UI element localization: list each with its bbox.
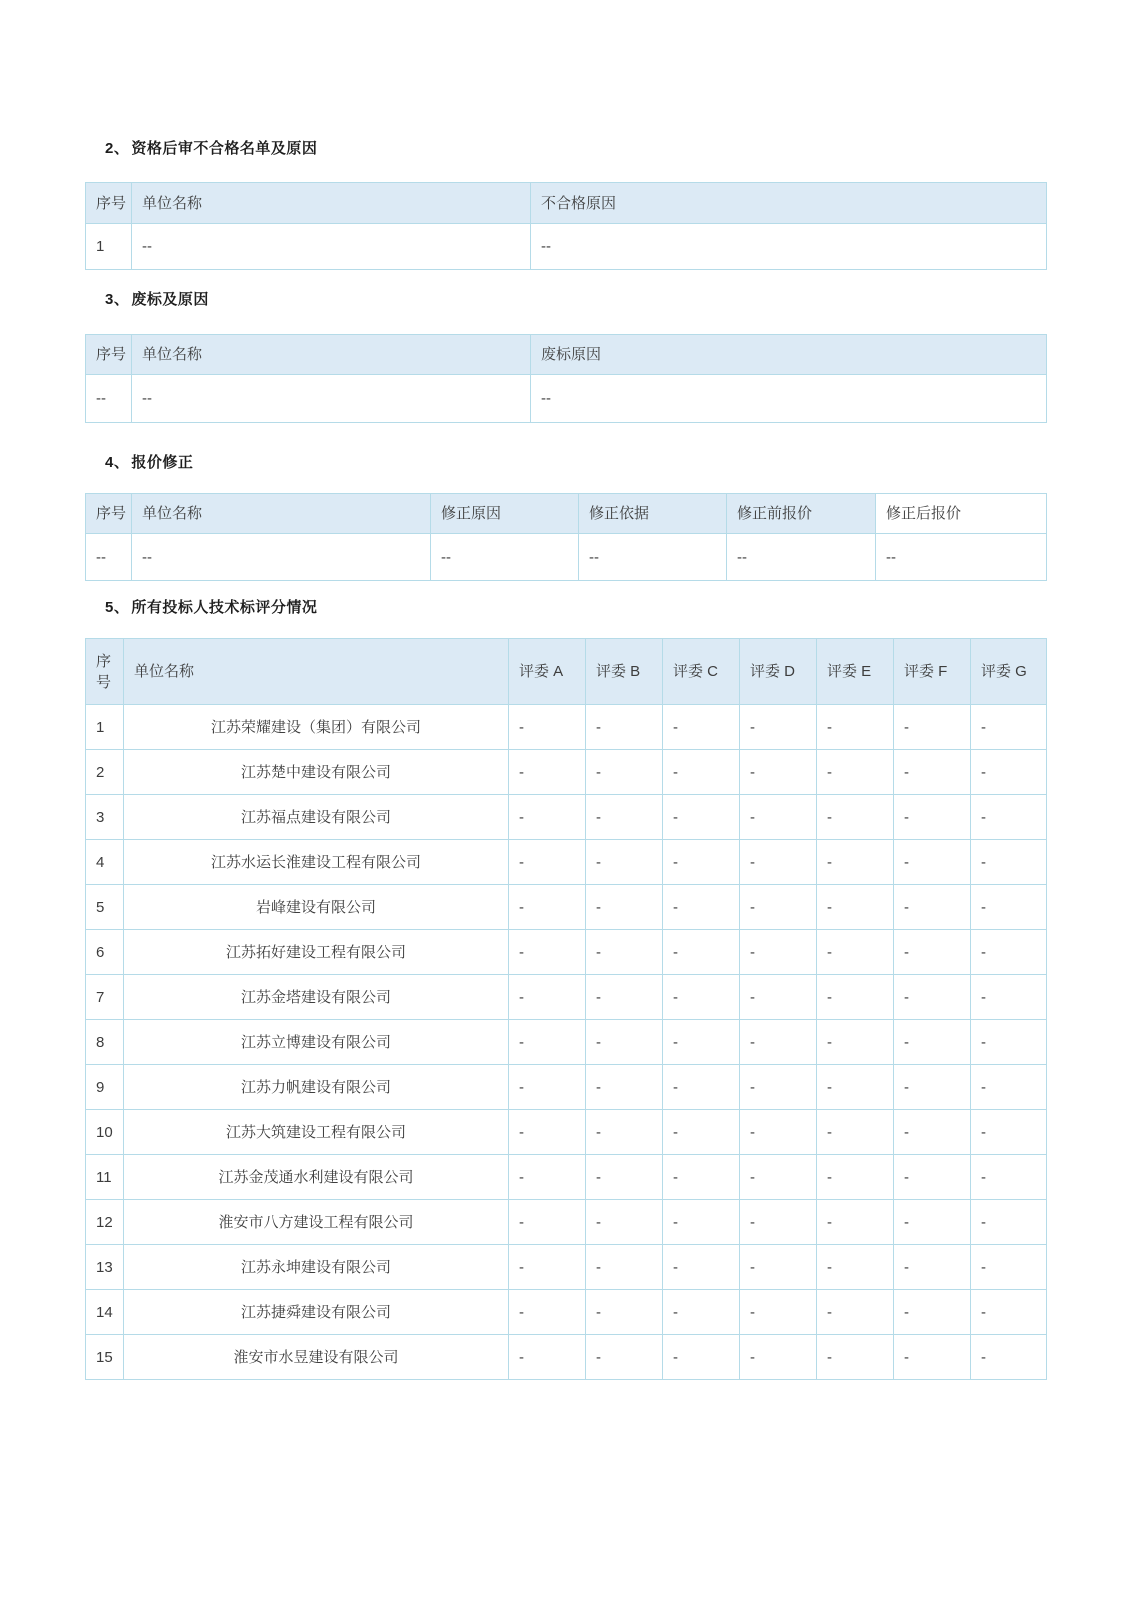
table-cell: - [817, 930, 894, 975]
table-cell: - [894, 1200, 971, 1245]
table-cell: - [509, 885, 586, 930]
table-row [86, 1110, 1047, 1155]
table-cell: - [586, 750, 663, 795]
table-cell: 岩峰建设有限公司 [124, 885, 509, 930]
table-cell: - [740, 930, 817, 975]
table-cell: 江苏福点建设有限公司 [124, 795, 509, 840]
table-cell: - [586, 1155, 663, 1200]
column-header: 单位名称 [132, 494, 431, 534]
table-cell: - [663, 795, 740, 840]
table-cell: - [740, 1200, 817, 1245]
table-row [86, 795, 1047, 840]
table-cell: - [509, 1290, 586, 1335]
table-cell: - [817, 1155, 894, 1200]
table-cell: - [894, 1245, 971, 1290]
table-cell: - [586, 930, 663, 975]
technical-scores-table [85, 638, 1046, 1380]
table-row [86, 375, 1047, 423]
table-cell: - [663, 1335, 740, 1380]
column-header: 修正前报价 [727, 494, 876, 534]
table-row [86, 534, 1047, 581]
table-cell: -- [727, 534, 876, 581]
table-cell: - [740, 840, 817, 885]
section-title: 所有投标人技术标评分情况 [131, 599, 318, 616]
section-title: 废标及原因 [131, 291, 209, 308]
column-header: 评委 E [817, 639, 894, 705]
table-cell: - [663, 750, 740, 795]
table-cell: -- [132, 534, 431, 581]
column-header: 修正依据 [579, 494, 727, 534]
table-cell: - [509, 1110, 586, 1155]
table-cell: 11 [86, 1155, 124, 1200]
table-row [86, 750, 1047, 795]
table-cell: - [971, 1200, 1047, 1245]
column-header: 评委 G [971, 639, 1047, 705]
table-cell: - [509, 795, 586, 840]
column-header: 评委 F [894, 639, 971, 705]
table-cell: -- [132, 375, 531, 423]
table-header-row [86, 183, 1047, 224]
table-cell: 江苏大筑建设工程有限公司 [124, 1110, 509, 1155]
table-cell: 10 [86, 1110, 124, 1155]
table-cell: -- [579, 534, 727, 581]
table-cell: - [663, 930, 740, 975]
table-cell: - [509, 1335, 586, 1380]
column-header: 修正原因 [431, 494, 579, 534]
table-cell: - [971, 795, 1047, 840]
table-cell: 江苏捷舜建设有限公司 [124, 1290, 509, 1335]
table-cell: - [740, 1290, 817, 1335]
table-cell: - [894, 750, 971, 795]
table-cell: -- [531, 224, 1047, 270]
data-table [85, 334, 1047, 423]
table-row [86, 1335, 1047, 1380]
section-number: 4、 [105, 454, 130, 471]
table-row [86, 1290, 1047, 1335]
column-header: 评委 C [663, 639, 740, 705]
table-cell: - [817, 750, 894, 795]
table-cell: 江苏金塔建设有限公司 [124, 975, 509, 1020]
table-cell: -- [86, 534, 132, 581]
table-cell: - [509, 840, 586, 885]
table-cell: - [971, 1335, 1047, 1380]
table-cell: - [663, 705, 740, 750]
table-cell: - [971, 1155, 1047, 1200]
section-number: 5、 [105, 599, 130, 616]
table-cell: 9 [86, 1065, 124, 1110]
table-cell: - [894, 1110, 971, 1155]
table-cell: - [894, 1020, 971, 1065]
column-header: 序号 [86, 494, 132, 534]
table-cell: 淮安市八方建设工程有限公司 [124, 1200, 509, 1245]
table-cell: - [740, 750, 817, 795]
table-cell: - [586, 840, 663, 885]
table-row [86, 975, 1047, 1020]
table-row [86, 930, 1047, 975]
table-cell: - [740, 885, 817, 930]
column-header: 修正后报价 [876, 494, 1047, 534]
table-cell: - [971, 840, 1047, 885]
table-cell: - [663, 840, 740, 885]
column-header: 评委 D [740, 639, 817, 705]
table-cell: - [586, 1065, 663, 1110]
table-cell: - [817, 885, 894, 930]
table-cell: - [971, 975, 1047, 1020]
table-cell: - [509, 975, 586, 1020]
table-cell: - [817, 975, 894, 1020]
table-cell: - [971, 1020, 1047, 1065]
table-header-row [86, 494, 1047, 534]
qualification-fail-table [85, 182, 1046, 270]
table-row [86, 1200, 1047, 1245]
table-cell: 5 [86, 885, 124, 930]
table-row [86, 705, 1047, 750]
table-cell: - [586, 975, 663, 1020]
table-cell: - [663, 1290, 740, 1335]
table-cell: - [971, 705, 1047, 750]
table-cell: 4 [86, 840, 124, 885]
table-cell: - [817, 1290, 894, 1335]
table-cell: 6 [86, 930, 124, 975]
table-cell: - [894, 795, 971, 840]
table-cell: - [586, 885, 663, 930]
table-cell: - [586, 705, 663, 750]
table-cell: - [663, 1155, 740, 1200]
table-cell: - [817, 1020, 894, 1065]
section-number: 2、 [105, 140, 130, 157]
table-cell: - [971, 750, 1047, 795]
table-header-row [86, 335, 1047, 375]
table-cell: - [586, 1200, 663, 1245]
section-heading-price-correction [105, 453, 1046, 473]
column-header: 废标原因 [531, 335, 1047, 375]
section-heading-technical-scores [105, 598, 1046, 618]
table-cell: - [971, 1110, 1047, 1155]
table-row [86, 1020, 1047, 1065]
table-cell: -- [132, 224, 531, 270]
table-cell: - [894, 930, 971, 975]
table-cell: - [971, 1065, 1047, 1110]
table-cell: 1 [86, 705, 124, 750]
table-cell: - [740, 975, 817, 1020]
table-cell: - [817, 1110, 894, 1155]
column-header: 单位名称 [132, 335, 531, 375]
data-table [85, 182, 1047, 270]
table-cell: - [740, 1110, 817, 1155]
table-cell: 15 [86, 1335, 124, 1380]
table-cell: - [740, 795, 817, 840]
column-header: 评委 A [509, 639, 586, 705]
table-row [86, 1155, 1047, 1200]
table-cell: -- [531, 375, 1047, 423]
table-cell: 7 [86, 975, 124, 1020]
table-cell: - [817, 795, 894, 840]
table-cell: - [586, 795, 663, 840]
table-cell: - [509, 705, 586, 750]
column-header: 单位名称 [124, 639, 509, 705]
table-cell: 淮安市水昱建设有限公司 [124, 1335, 509, 1380]
table-cell: - [894, 1335, 971, 1380]
table-row [86, 1245, 1047, 1290]
table-cell: - [894, 1065, 971, 1110]
table-cell: - [817, 1065, 894, 1110]
price-correction-table [85, 493, 1046, 581]
table-cell: - [586, 1245, 663, 1290]
table-cell: - [509, 1245, 586, 1290]
table-cell: 13 [86, 1245, 124, 1290]
table-cell: - [740, 1335, 817, 1380]
column-header: 序号 [86, 335, 132, 375]
table-cell: - [663, 1020, 740, 1065]
table-cell: -- [431, 534, 579, 581]
table-cell: - [586, 1335, 663, 1380]
table-cell: - [894, 705, 971, 750]
table-cell: - [663, 885, 740, 930]
column-header: 序号 [86, 639, 124, 705]
section-number: 3、 [105, 291, 130, 308]
table-cell: - [740, 705, 817, 750]
table-cell: -- [86, 375, 132, 423]
table-cell: 14 [86, 1290, 124, 1335]
table-row [86, 1065, 1047, 1110]
table-cell: - [663, 1245, 740, 1290]
invalid-bids-table [85, 334, 1046, 423]
table-cell: 江苏拓好建设工程有限公司 [124, 930, 509, 975]
column-header: 不合格原因 [531, 183, 1047, 224]
section-heading-invalid-bids [105, 290, 1046, 310]
table-cell: - [663, 1110, 740, 1155]
table-header-row [86, 639, 1047, 705]
table-cell: -- [876, 534, 1047, 581]
data-table [85, 638, 1047, 1380]
table-cell: - [663, 1200, 740, 1245]
table-row [86, 885, 1047, 930]
section-heading-qualification-fail [105, 139, 1046, 159]
table-cell: - [663, 1065, 740, 1110]
column-header: 单位名称 [132, 183, 531, 224]
table-cell: - [971, 1290, 1047, 1335]
table-cell: - [894, 885, 971, 930]
table-cell: - [740, 1155, 817, 1200]
table-cell: 8 [86, 1020, 124, 1065]
table-cell: - [509, 1065, 586, 1110]
table-cell: 江苏荣耀建设（集团）有限公司 [124, 705, 509, 750]
table-cell: - [586, 1110, 663, 1155]
table-cell: - [817, 1335, 894, 1380]
table-cell: 12 [86, 1200, 124, 1245]
table-cell: - [894, 840, 971, 885]
table-row [86, 224, 1047, 270]
table-cell: 1 [86, 224, 132, 270]
table-cell: 江苏金茂通水利建设有限公司 [124, 1155, 509, 1200]
table-cell: - [509, 1155, 586, 1200]
table-cell: - [586, 1020, 663, 1065]
table-cell: - [817, 840, 894, 885]
table-cell: 江苏力帆建设有限公司 [124, 1065, 509, 1110]
table-cell: 江苏永坤建设有限公司 [124, 1245, 509, 1290]
table-cell: - [971, 885, 1047, 930]
table-cell: - [509, 930, 586, 975]
table-cell: 2 [86, 750, 124, 795]
table-cell: - [894, 1290, 971, 1335]
table-row [86, 840, 1047, 885]
table-cell: 江苏水运长淮建设工程有限公司 [124, 840, 509, 885]
column-header: 评委 B [586, 639, 663, 705]
table-cell: 江苏楚中建设有限公司 [124, 750, 509, 795]
table-cell: 江苏立博建设有限公司 [124, 1020, 509, 1065]
table-cell: - [894, 975, 971, 1020]
table-cell: - [817, 705, 894, 750]
table-cell: - [586, 1290, 663, 1335]
table-cell: - [509, 750, 586, 795]
column-header: 序号 [86, 183, 132, 224]
table-cell: - [663, 975, 740, 1020]
data-table [85, 493, 1047, 581]
table-cell: - [509, 1200, 586, 1245]
table-cell: - [740, 1020, 817, 1065]
table-cell: - [971, 930, 1047, 975]
table-cell: - [740, 1065, 817, 1110]
table-cell: - [894, 1155, 971, 1200]
table-cell: - [971, 1245, 1047, 1290]
section-title: 资格后审不合格名单及原因 [131, 140, 318, 157]
section-title: 报价修正 [131, 454, 194, 471]
table-cell: - [740, 1245, 817, 1290]
table-cell: - [817, 1200, 894, 1245]
table-cell: - [509, 1020, 586, 1065]
table-cell: - [817, 1245, 894, 1290]
table-cell: 3 [86, 795, 124, 840]
